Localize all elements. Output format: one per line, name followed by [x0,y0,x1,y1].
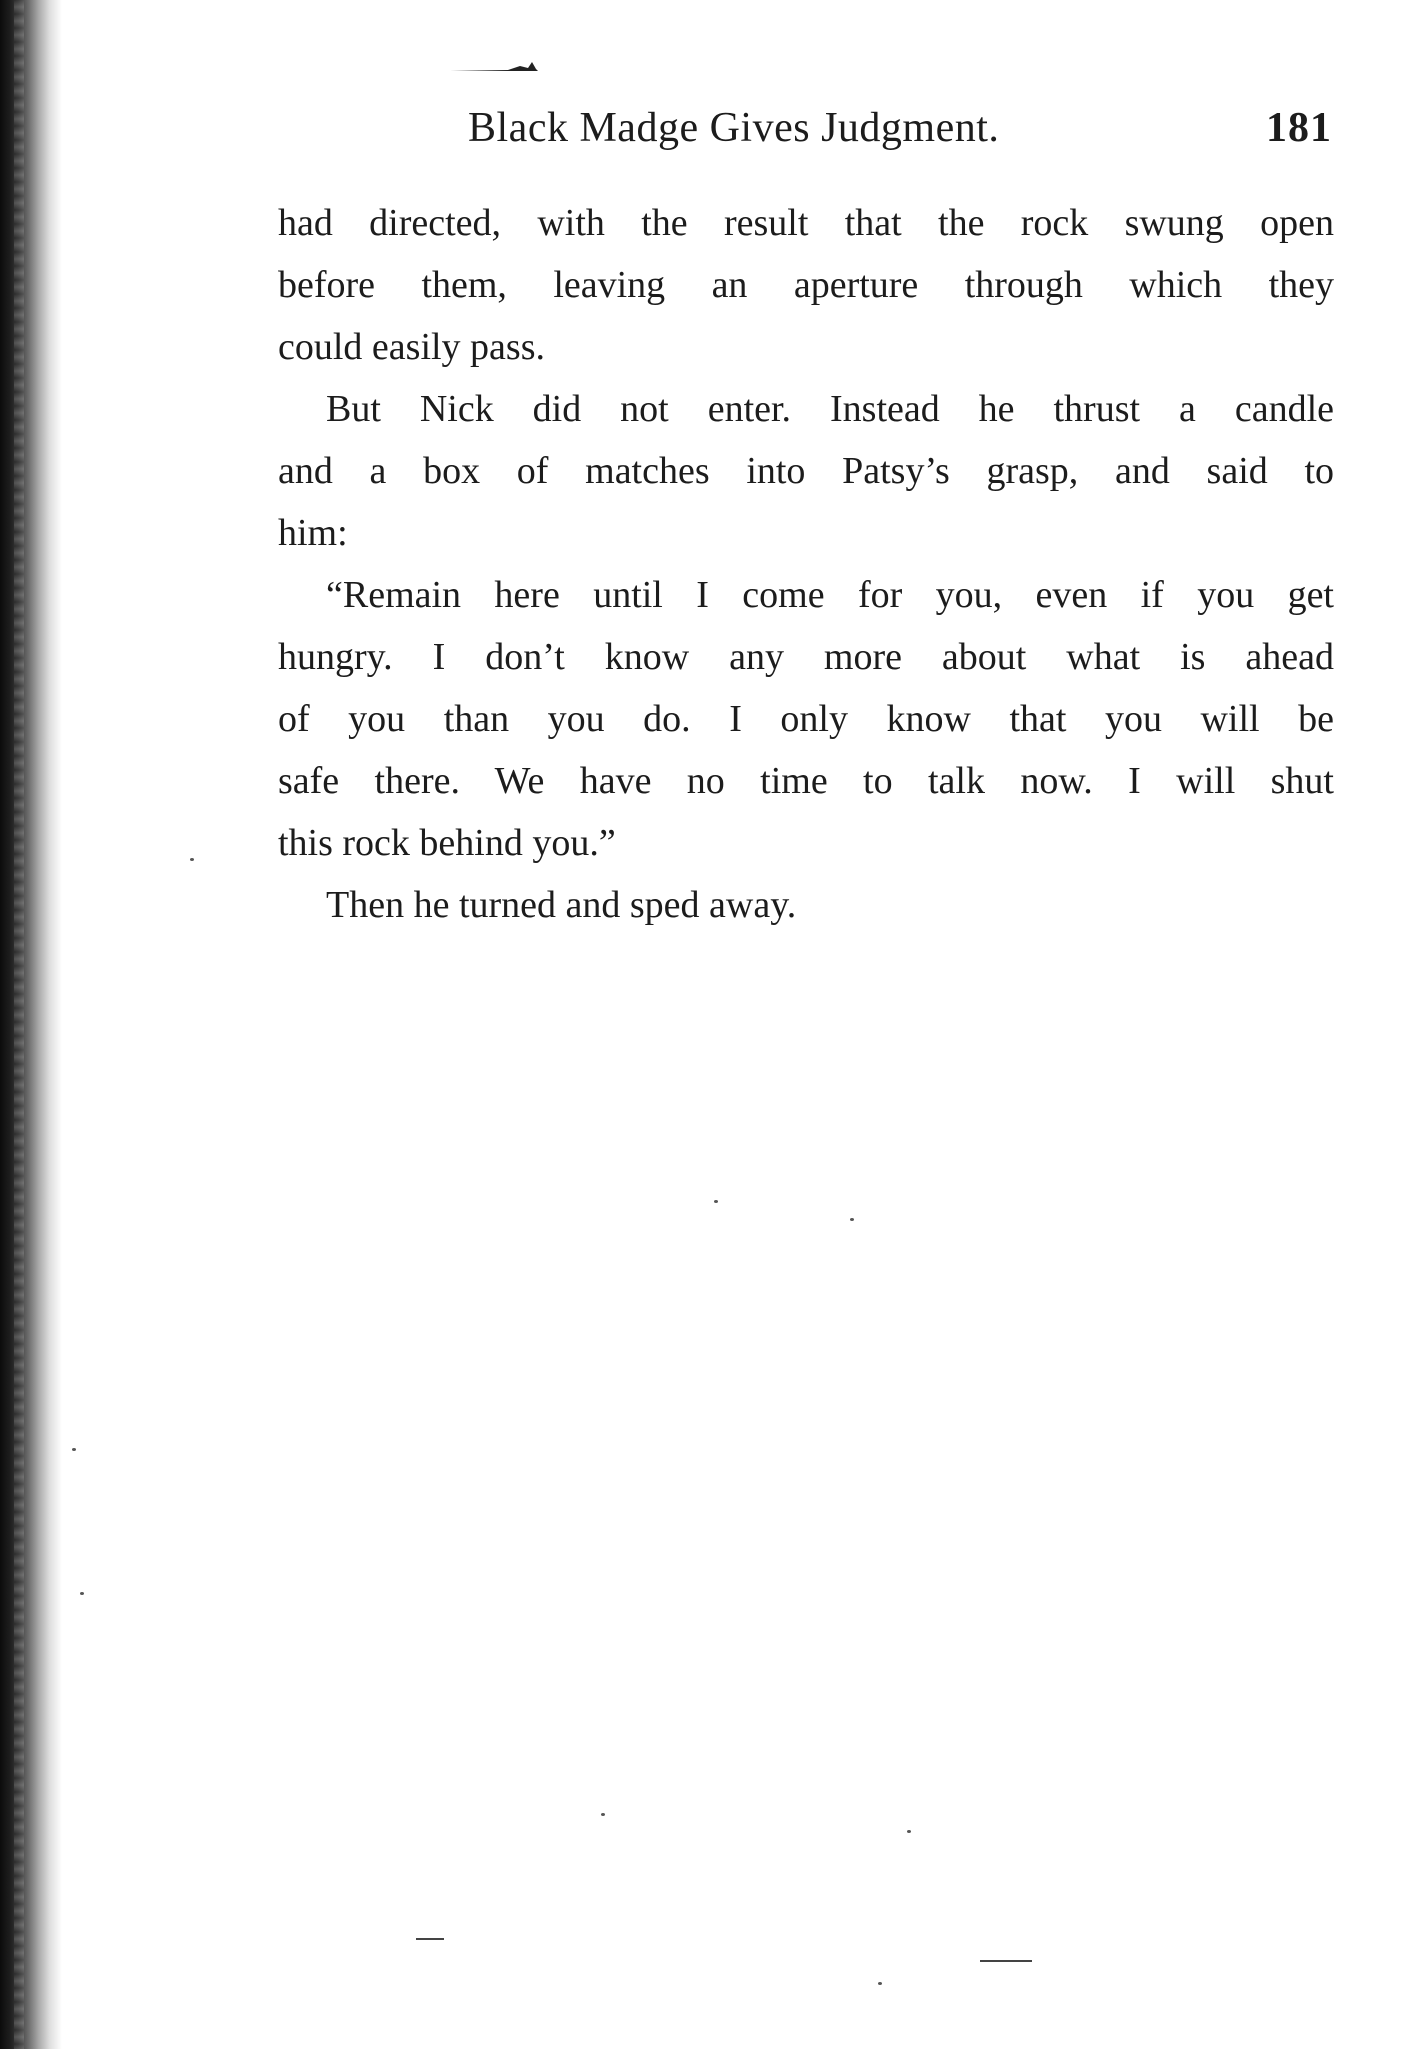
scan-speck [907,1830,911,1833]
text-line: could easily pass. [278,326,546,368]
text-line: and a box of matches into Patsy’s grasp, and said to [278,450,1334,492]
text-line: him: [278,512,348,554]
scan-speck [850,1218,854,1221]
scan-speck [72,1448,76,1451]
text-line: “Remain here until I come for you, even if you get [326,574,1334,616]
running-head-title: Black Madge Gives Judgment. [468,105,1000,151]
text-line: before them, leaving an aperture through which they [278,264,1334,306]
ink-smudge-mark [448,60,540,74]
scan-speck [714,1200,718,1203]
text-line: safe there. We have no time to talk now. I will shut [278,760,1334,802]
text-line: had directed, with the result that the rock swung open [278,202,1334,244]
text-line: hungry. I don’t know any more about what is ahead [278,636,1334,678]
scanned-binding-edge [0,0,62,2049]
body-text [278,192,1334,936]
scan-speck [190,858,194,861]
text-line: But Nick did not enter. Instead he thrust a candle [326,388,1334,430]
text-line: Then he turned and sped away. [326,884,797,926]
scan-speck [80,1592,84,1595]
page-number: 181 [1266,105,1332,151]
scan-dash [980,1960,1032,1962]
scan-speck [878,1982,882,1985]
scan-speck [601,1813,605,1816]
text-line: this rock behind you.” [278,822,616,864]
scan-dash [416,1938,444,1940]
running-head [468,98,1338,158]
text-line: of you than you do. I only know that you will be [278,698,1334,740]
